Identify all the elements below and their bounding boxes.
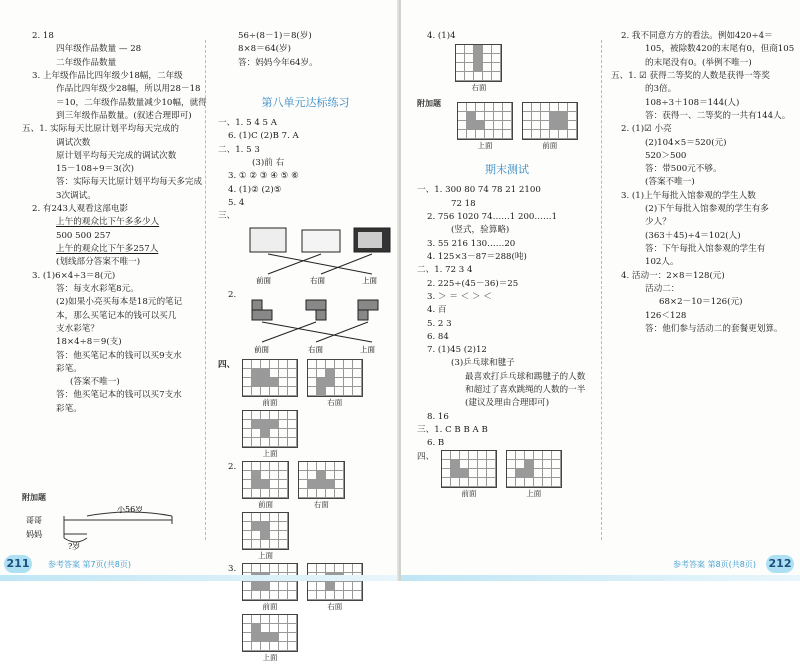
answer-line: 68×2－10＝126(元): [659, 297, 743, 308]
page-number: 211: [4, 555, 32, 573]
answer-line: 答：下午每批入馆参观的学生有: [645, 244, 766, 254]
answer-line: 520＞500: [645, 150, 687, 161]
view-caption: 上面: [262, 652, 278, 662]
view-grid: [298, 461, 345, 499]
answer-line: 二、1. 72 3 4: [417, 265, 473, 276]
answer-line: 支水彩笔？: [56, 323, 99, 334]
view-caption: 右面: [313, 499, 329, 509]
left-page: [0, 0, 399, 662]
answer-line: 四、: [417, 451, 435, 462]
view-grid: [242, 614, 298, 652]
answer-line: 答：带500元不够。: [645, 164, 722, 175]
answer-line: 上午的观众比下午多257人: [56, 244, 159, 254]
answer-line: 彩笔。: [56, 363, 82, 374]
answer-line: (划线部分答案不唯一): [56, 257, 141, 268]
brother-label: 哥哥: [26, 516, 42, 526]
answer-line: 6. (1)C (2)B 7. A: [228, 131, 299, 142]
view-caption: 前面: [262, 397, 278, 407]
final-grid-row: [441, 450, 597, 501]
answer-line: 8. 16: [427, 411, 449, 422]
answer-line: 8×8＝64(岁): [238, 44, 291, 55]
answer-line: 答：他买笔记本的钱可以买7支水: [56, 390, 182, 401]
footer-text-right: 参考答案 第8页(共8页): [673, 560, 756, 569]
right-page: [401, 0, 800, 581]
view-grid: [522, 102, 578, 140]
answer-line: 5. 4: [228, 197, 245, 208]
answer-line: 7. (1)45 (2)12: [427, 345, 487, 356]
answer-line: 3. (1)6×4÷3＝8(元): [32, 270, 116, 281]
view-caption: 上面: [258, 551, 273, 561]
view-grid: [506, 450, 562, 488]
answer-line: 126＜128: [645, 310, 687, 321]
answer-line: 和超过了喜欢跳绳的人数的一半: [465, 385, 586, 396]
answer-line: 5. 2 3: [427, 318, 452, 329]
footer-right: [401, 547, 800, 581]
view-front: 前面: [256, 275, 271, 284]
answer-line: 2. 756 1020 74……1 200……1: [427, 212, 558, 222]
answer-line: 108÷3＋108＝144(人): [645, 97, 740, 108]
view-top: 上面: [362, 275, 377, 284]
answer-line: 500 500 257: [56, 230, 111, 241]
answer-line: (建议及理由合理即可): [465, 398, 550, 409]
answer-line: 二年级作品数量: [56, 57, 117, 68]
answer-line: 15－108÷9＝3(次): [56, 164, 134, 175]
answer-line: 五、1. ☑ 获得二等奖的人数是获得一等奖: [611, 70, 770, 81]
answer-line: 3. (1)上午每批入馆参观的学生人数: [621, 190, 756, 201]
column-divider-right: [601, 40, 602, 540]
view-grid: [307, 359, 363, 397]
svg-text:上面: 上面: [360, 345, 375, 355]
answer-line: (答案不唯一): [645, 177, 695, 188]
answer-line: 最喜欢打乒乓球和踢毽子的人数: [465, 371, 586, 382]
answer-line: 3. 55 216 130……20: [427, 238, 516, 249]
view-grid: [242, 359, 298, 397]
answer-line: (2)下午每批入馆参观的学生有多: [645, 204, 769, 215]
view-grid: [242, 410, 298, 448]
footer-text: 参考答案 第7页(共8页): [48, 560, 131, 569]
answer-line: (363＋45)÷4＝102(人): [645, 230, 741, 241]
fujia-tag-right: 附加题: [417, 98, 441, 108]
answer-line: 3. ＞ ＝ ＜ ＞ ＜: [427, 291, 492, 302]
answer-line: 答：实际每天比原计划平均每天多完成: [56, 177, 203, 188]
fujia-tag: 附加题: [22, 493, 46, 502]
answer-line: 调试次数: [56, 137, 91, 148]
answer-line: 活动二：: [645, 283, 680, 294]
answer-line: 的末尾没有0。(举例不唯一): [645, 57, 752, 68]
answer-line: 原计划平均每天完成的调试次数: [56, 150, 177, 161]
answer-line: 2. 18: [32, 31, 54, 41]
answer-line: (3)乒乓球和毽子: [451, 358, 515, 369]
answer-line: 作品比四年级少28幅，所以用28－18: [56, 84, 201, 95]
answer-line: 2. 有243人观看这部电影: [32, 204, 129, 215]
view-caption: 上面: [477, 141, 493, 151]
view-grid: [457, 102, 513, 140]
answer-line: 6. B: [427, 438, 445, 449]
answer-line: 答：他买笔记本的钱可以买9支水: [56, 350, 182, 361]
answer-line: 2. (1)☑ 小亮: [621, 124, 672, 135]
answer-line: (2)104×5＝520(元): [645, 137, 727, 148]
answer-line: 6. 84: [427, 331, 449, 342]
answer-line: 五、1. 实际每天比原计划平均每天完成的: [22, 124, 180, 135]
svg-text:右面: 右面: [308, 345, 323, 355]
answer-line: 的3倍。: [645, 84, 677, 95]
q2-label: 2.: [228, 289, 237, 300]
view-grid: [242, 461, 289, 499]
answer-line: 到三年级作品数量。(叙述合理即可): [56, 110, 192, 121]
page-number-right: 212: [766, 555, 794, 573]
answer-line: 答：获得一、二等奖的一共有144人。: [645, 110, 791, 121]
answer-line: 三、1. C B B A B: [417, 425, 488, 435]
si-label: 四、: [218, 360, 236, 371]
final-title: 期末测试: [485, 163, 529, 177]
answer-line: 4. (1)② (2)⑤: [228, 184, 282, 195]
fujia-figures: [457, 102, 597, 153]
answer-line: 三、: [218, 211, 236, 222]
answer-line: 4. (1)4: [427, 31, 456, 41]
tv-figures: [244, 226, 393, 289]
grid-row-1: [242, 359, 393, 462]
view-caption: 上面: [526, 488, 542, 498]
column-divider: [205, 40, 206, 540]
view-right: 右面: [310, 275, 325, 284]
view-caption: 前面: [461, 488, 477, 498]
answer-line: 2. 我不同意方方的看法。例如420÷4＝: [621, 31, 773, 41]
answer-line: 一、1. 5 4 5 A: [218, 118, 277, 129]
answer-line: (答案不唯一): [70, 377, 120, 388]
answer-line: 彩笔。: [56, 403, 82, 414]
answer-column-3-top: [417, 30, 597, 43]
view-caption: 右面: [327, 397, 343, 407]
answer-line: 一、1. 300 80 74 78 21 2100: [417, 185, 541, 196]
diff-label: 小56岁: [117, 506, 144, 515]
answer-line: 本，那么买笔记本的钱可以买几: [56, 310, 177, 321]
answer-column-4: [611, 30, 796, 336]
answer-line: 少人？: [645, 217, 671, 228]
answer-line: 56÷(8－1)＝8(岁): [238, 31, 312, 41]
view-grid: [242, 512, 289, 550]
answer-line: (竖式，验算略): [451, 225, 510, 236]
view-caption: 上面: [262, 449, 278, 459]
view-caption: 右面: [327, 601, 343, 611]
three-views-tv: [244, 226, 394, 284]
answer-line: 72 18: [451, 198, 476, 209]
sister-label: 妈妈: [26, 530, 42, 540]
answer-column-1: [22, 30, 207, 416]
view-caption: 前面: [262, 601, 278, 611]
answer-line: 2. 225÷(45－36)＝25: [427, 278, 519, 289]
answer-line: 答：妈妈今年64岁。: [238, 57, 318, 68]
answer-line: 答：他们参与活动二的套餐更划算。: [645, 323, 783, 334]
answer-column-2-top: [218, 30, 393, 70]
block-figures: [244, 296, 393, 359]
q4-figure-area: [417, 44, 597, 501]
view-grid: [441, 450, 497, 488]
answer-line: 4. 活动一：2×8＝128(元): [621, 270, 725, 281]
view-caption: 前面: [542, 141, 558, 151]
answer-line: 102人。: [645, 257, 679, 268]
extra-question-area: [22, 488, 200, 556]
answer-line: 105，被除数420的末尾有0，但商105: [645, 44, 795, 55]
answer-line: 二、1. 5 3: [218, 144, 260, 155]
answer-line: 4. 125×3－87＝288(吨): [427, 251, 527, 262]
answer-line: 上午的观众比下午多多少人: [56, 217, 160, 228]
answer-line: 4. 百: [427, 305, 447, 316]
q4-figure: [455, 44, 597, 94]
answer-line: 四年级作品数量 — 28: [56, 44, 142, 55]
answer-line: ＝10，二年级作品数量减少10幅，就得: [56, 97, 207, 108]
answer-line: 3. ① ② ③ ④ ⑤ ⑥: [228, 171, 299, 182]
answer-line: 3. 上年级作品比四年级少18幅，二年级: [32, 70, 183, 81]
view-caption: 右面: [471, 83, 487, 92]
unit-title: 第八单元达标练习: [261, 96, 350, 109]
footer-left: [0, 547, 399, 581]
view-caption: 前面: [258, 499, 273, 509]
answer-line: 18×4÷8＝9(支): [56, 337, 122, 348]
answer-line: 答：每支水彩笔8元。: [56, 283, 139, 294]
view-grid: [455, 44, 502, 82]
svg-text:前面: 前面: [254, 345, 269, 355]
three-views-blocks: [244, 296, 394, 354]
unit-section: 第八单元达标练习 一、1. 5 4 5 A 6. (1)C (2)B 7. A 二、1. 5 3 (3)前 右 3. ① ② ③ ④ ⑤ ⑥ 4. (1)② (2)⑤ 5. 4 三、 前面 右面 上面 2. 前面 右面 上面 四、 前面 右面 上面 2. 前面 右面 上面 3. 前面 右面 上面: [218, 86, 393, 665]
answer-line: 3次调试。: [56, 190, 96, 201]
answer-line: (2)如果小亮买每本是18元的笔记: [56, 297, 183, 308]
answer-line: (3)前 右: [252, 157, 285, 168]
line-diagram: [22, 506, 192, 550]
unknown-label: ?岁: [68, 542, 81, 551]
